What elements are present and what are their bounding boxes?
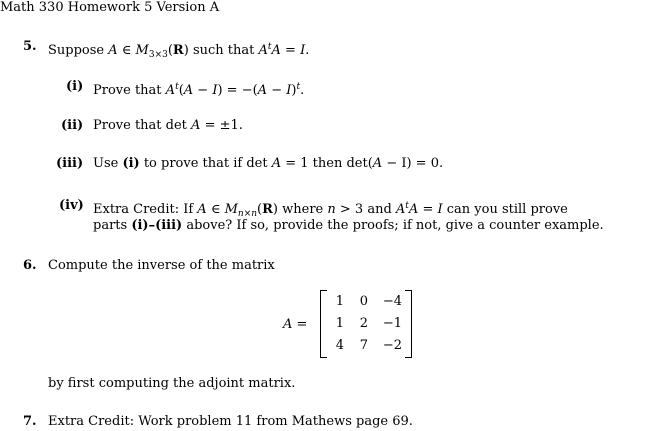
- matrix-cell: −4: [382, 294, 402, 309]
- part-iv-text-line2: parts (i)–(iii) above? If so, provide the proofs; if not, give a counter example.: [93, 218, 604, 233]
- matrix-cell: 7: [359, 338, 368, 353]
- part-iii-text: Use (i) to prove that if det A = 1 then det(A − I) = 0.: [93, 156, 444, 171]
- part-iv-label: (iv): [59, 198, 84, 213]
- matrix-cell: 0: [359, 294, 368, 309]
- matrix-cell: 1: [335, 316, 344, 331]
- problem-5-intro: Suppose A ∈ $M_{3\times 3}(R)$ such that $A^tA = I$.: [48, 42, 310, 60]
- problem-6-after: by first computing the adjoint matrix.: [48, 376, 296, 391]
- problem-7-text: Extra Credit: Work problem 11 from Mathews page 69.: [48, 414, 413, 429]
- matrix-cell: 1: [335, 294, 344, 309]
- page-title: Math 330 Homework 5 Version A: [0, 0, 220, 15]
- part-iii-label: (iii): [56, 156, 84, 171]
- part-i-text: Prove that $A^t(A - I) = -(A - I)^t$.: [93, 82, 305, 98]
- matrix-cell: 4: [335, 338, 344, 353]
- matrix-label: A =: [283, 317, 308, 332]
- part-iv-text-line1: Extra Credit: If A ∈ $M_{n\times n}(R)$ where n > 3 and $A^tA = I$ can you still prove: [93, 201, 568, 219]
- matrix-a: [320, 290, 412, 358]
- matrix-cell: −2: [382, 338, 402, 353]
- part-i-label: (i): [66, 79, 84, 94]
- right-bracket: [405, 290, 412, 358]
- problem-5-number: 5.: [23, 39, 37, 54]
- problem-7-number: 7.: [23, 414, 37, 429]
- matrix-cell: −1: [382, 316, 402, 331]
- problem-6-text: Compute the inverse of the matrix: [48, 258, 275, 273]
- problem-6-number: 6.: [23, 258, 37, 273]
- part-ii-text: Prove that det A = ±1.: [93, 118, 243, 133]
- matrix-cell: 2: [359, 316, 368, 331]
- part-ii-label: (ii): [61, 118, 84, 133]
